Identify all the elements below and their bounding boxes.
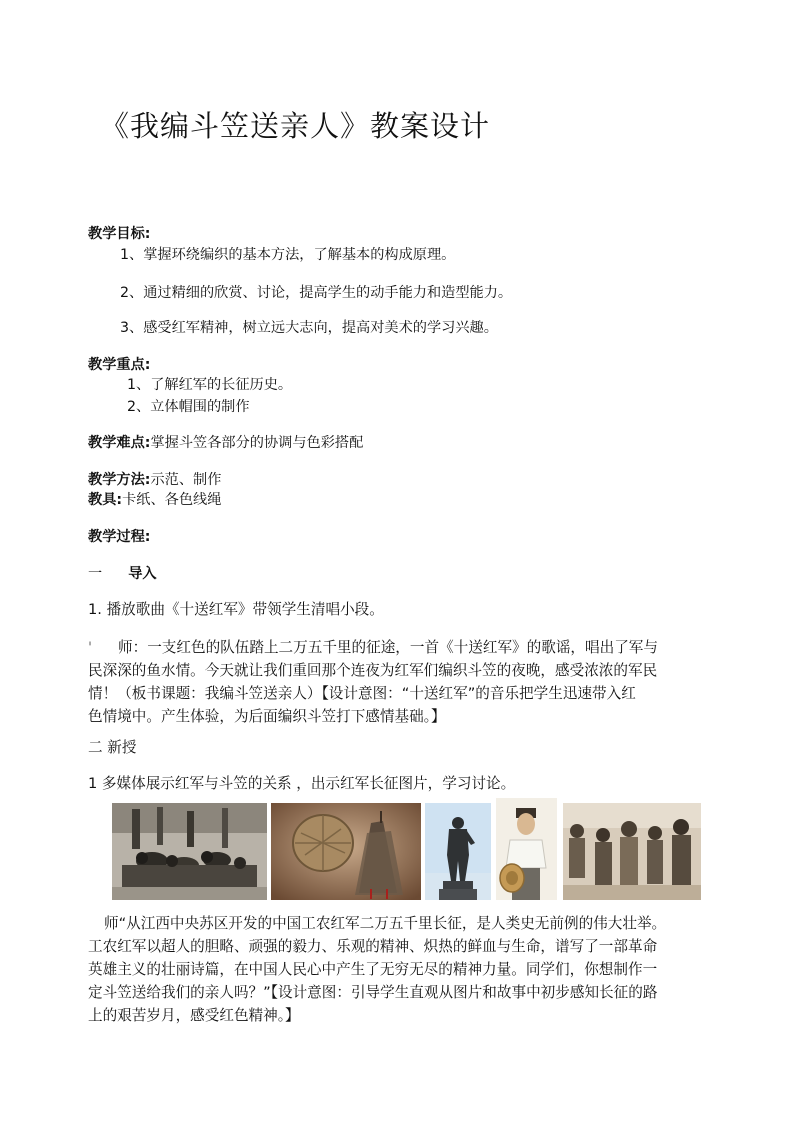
section1-number: 一 xyxy=(88,566,103,582)
difficulty-label: 教学难点: xyxy=(88,435,151,451)
section1-heading xyxy=(88,564,157,584)
paragraph-teacher-story xyxy=(88,912,713,1027)
objective-item-1: 1、掌握环绕编织的基本方法，了解基本的构成原理。 xyxy=(120,247,456,263)
page-title: 《我编斗笠送亲人》教案设计 xyxy=(100,109,491,143)
tools-text: 卡纸、各色线绳 xyxy=(122,492,222,508)
para2-line-1: 师“从江西中央苏区开发的中国工农红军二万五千里长征，是人类史无前例的伟大壮举。 xyxy=(104,915,667,932)
method-text: 示范、制作 xyxy=(150,472,222,488)
keypoint-item-1: 1、了解红军的长征历史。 xyxy=(127,377,293,393)
method-line xyxy=(88,470,221,490)
step1-text: 1. 播放歌曲《十送红军》带领学生清唱小段。 xyxy=(88,601,384,618)
method-label: 教学方法: xyxy=(88,472,151,488)
keypoint-item-2: 2、立体帽围的制作 xyxy=(127,399,250,415)
para2-line-5: 上的艰苦岁月，感受红色精神。】 xyxy=(88,1007,300,1024)
photo-strip xyxy=(112,798,702,903)
difficulty-line xyxy=(88,433,363,453)
para1-line-1: ' 师：一支红色的队伍踏上二万五千里的征途，一首《十送红军》的歌谣，唱出了军与 xyxy=(88,639,658,656)
process-heading: 教学过程: xyxy=(88,529,151,545)
para1-line-3: 情！（板书课题：我编斗笠送亲人）【设计意图：“十送红军”的音乐把学生迅速带入红 xyxy=(88,685,636,702)
tools-label: 教具: xyxy=(88,492,123,508)
marching-soldiers-photo xyxy=(112,803,267,900)
keypoints-heading: 教学重点: xyxy=(88,357,151,373)
objectives-heading: 教学目标: xyxy=(88,226,151,242)
para2-line-4: 定斗笠送给我们的亲人吗？”【设计意图：引导学生直观从图片和故事中初步感知长征的路 xyxy=(88,984,658,1001)
tools-line xyxy=(88,490,221,510)
paragraph-teacher-intro xyxy=(88,636,713,728)
step2-text: 1 多媒体展示红军与斗笠的关系 ，出示红军长征图片，学习讨论。 xyxy=(88,775,516,792)
para1-line-4: 色情境中。产生体验，为后面编织斗笠打下感情基础。】 xyxy=(88,708,446,725)
difficulty-text: 掌握斗笠各部分的协调与色彩搭配 xyxy=(150,435,364,451)
crowd-of-soldiers-photo xyxy=(563,803,701,900)
section1-title: 导入 xyxy=(128,566,157,582)
section2-heading: 二 新授 xyxy=(88,739,137,756)
objective-item-2: 2、通过精细的欣赏、讨论，提高学生的动手能力和造型能力。 xyxy=(120,285,513,301)
para2-line-2: 工农红军以超人的胆略、顽强的毅力、乐观的精神、炽热的鲜血与生命，谱写了一部革命 xyxy=(88,938,658,955)
portrait-with-straw-hat-photo xyxy=(496,798,557,900)
para1-line-2: 民深深的鱼水情。今天就让我们重回那个连夜为红军们编织斗笠的夜晚，感受浓浓的军民 xyxy=(88,662,658,679)
objective-item-3: 3、感受红军精神，树立远大志向，提高对美术的学习兴趣。 xyxy=(120,320,498,336)
para1-mark: ' xyxy=(88,639,93,656)
straw-hat-and-cape-photo xyxy=(271,803,421,900)
soldier-statue-photo xyxy=(425,803,491,900)
para2-line-3: 英雄主义的壮丽诗篇，在中国人民心中产生了无穷无尽的精神力量。同学们，你想制作一 xyxy=(88,961,658,978)
